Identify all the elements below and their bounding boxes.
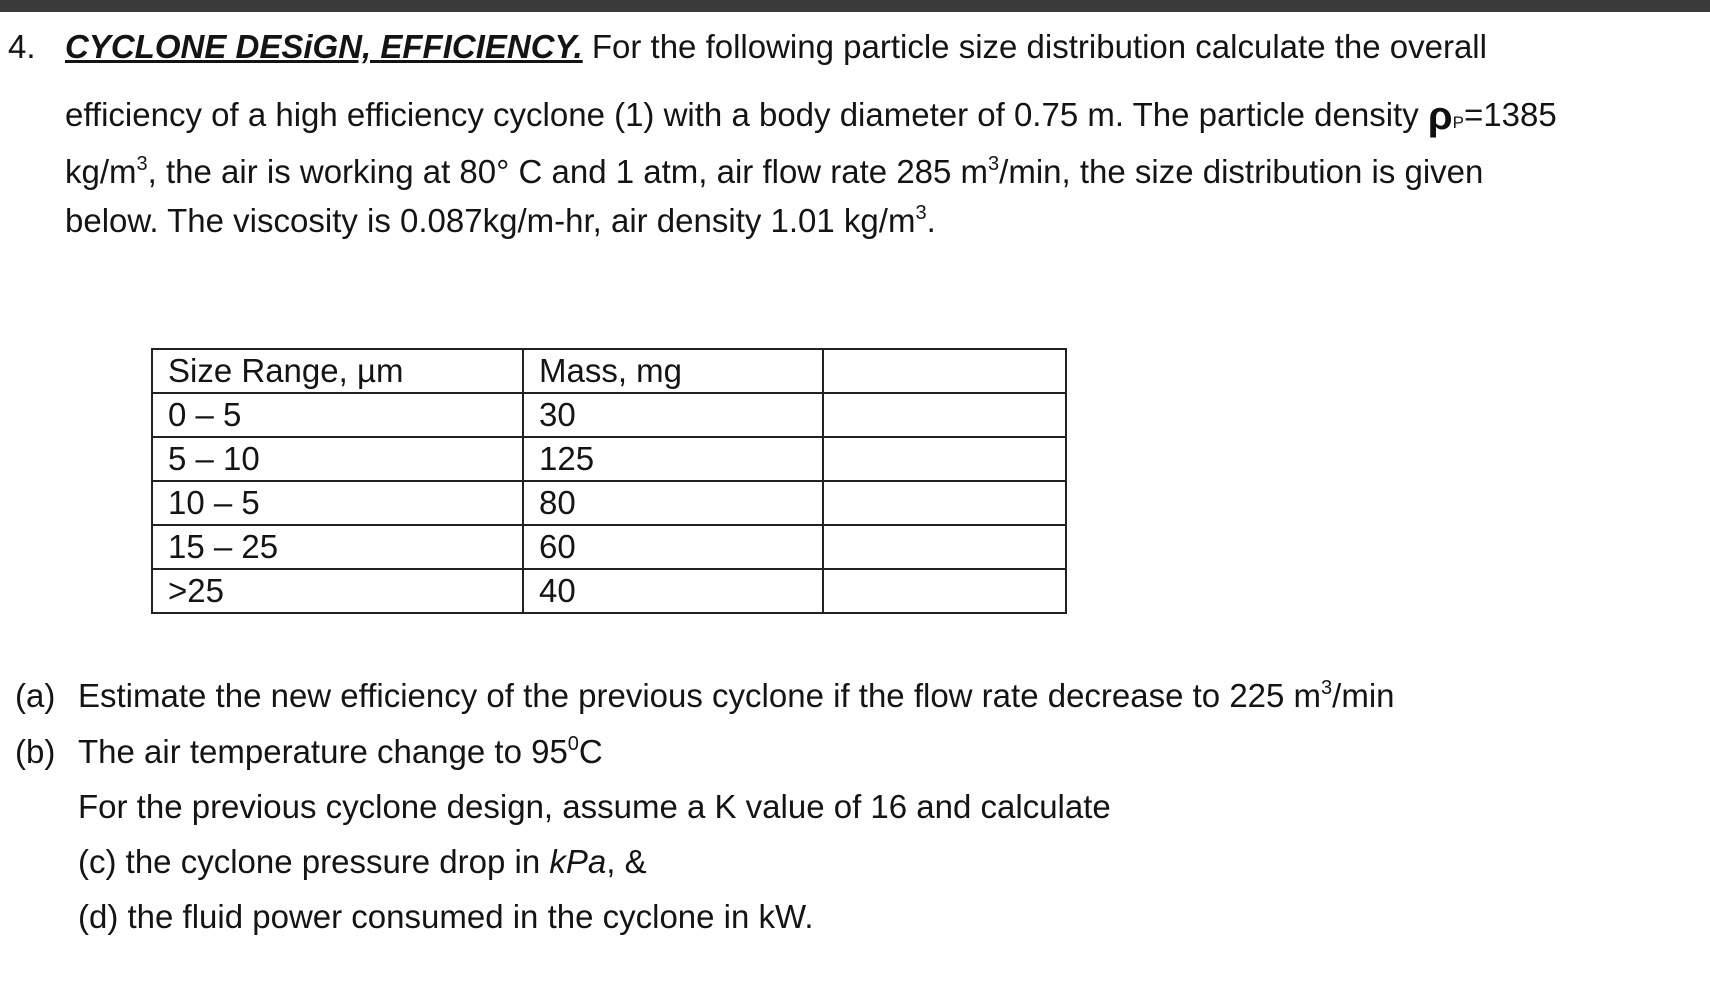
degree-superscript: 0: [567, 733, 579, 755]
question-line-3-end: /min, the size distribution is given: [999, 153, 1484, 190]
part-b-text: The air temperature change to 95: [78, 733, 568, 770]
cell-size: 15 – 25: [152, 525, 523, 569]
cell-mass: 30: [523, 393, 823, 437]
part-b: [15, 732, 603, 772]
cell-mass: 40: [523, 569, 823, 613]
question-line-1-text: For the following particle size distribution calculate the overall: [582, 28, 1487, 65]
part-d: (d) the fluid power consumed in the cyclone in kW.: [78, 898, 814, 935]
question-line-3: [65, 152, 1483, 192]
particle-density-value: =1385: [1463, 96, 1557, 133]
period: .: [926, 202, 936, 239]
cell-size: >25: [152, 569, 523, 613]
cell-empty: [823, 481, 1066, 525]
part-c-unit: kPa: [549, 843, 607, 880]
table-row: [152, 525, 1066, 569]
question-title: CYCLONE DESiGN, EFFICIENCY.: [65, 28, 583, 65]
superscript-3: 3: [915, 202, 927, 224]
question-line-2: [65, 95, 1557, 143]
part-a-text: Estimate the new efficiency of the previous cyclone if the flow rate decrease to 225 m: [78, 677, 1322, 714]
cell-empty: [823, 569, 1066, 613]
table-row: [152, 481, 1066, 525]
header-empty: [823, 349, 1066, 393]
superscript-3: 3: [136, 153, 148, 175]
cell-empty: [823, 525, 1066, 569]
table-row: [152, 569, 1066, 613]
table-header-row: [152, 349, 1066, 393]
top-bar: [0, 0, 1710, 12]
header-size-range: Size Range, µm: [152, 349, 523, 393]
header-mass: Mass, mg: [523, 349, 823, 393]
rho-subscript: P: [1452, 113, 1464, 132]
size-distribution-table: [151, 348, 1067, 614]
question-line-4-text: below. The viscosity is 0.087kg/m-hr, air density 1.01 kg/m: [65, 202, 916, 239]
table-row: [152, 393, 1066, 437]
part-b-unit: C: [578, 733, 603, 770]
question-line-1: [65, 27, 1487, 67]
cell-size: 5 – 10: [152, 437, 523, 481]
part-a-label: (a): [15, 677, 56, 714]
table-row: [152, 437, 1066, 481]
unit-kg-m: kg/m: [65, 153, 137, 190]
part-b-label: (b): [15, 733, 56, 770]
superscript-3: 3: [988, 153, 1000, 175]
part-a-unit: /min: [1332, 677, 1395, 714]
part-a: [15, 676, 1395, 716]
superscript-3: 3: [1321, 677, 1333, 699]
part-c: [78, 842, 647, 882]
cell-mass: 60: [523, 525, 823, 569]
cell-size: 10 – 5: [152, 481, 523, 525]
part-c-end: , &: [606, 843, 647, 880]
question-line-2-text: efficiency of a high efficiency cyclone (1) with a body diameter of 0.75 m. The particle density: [65, 96, 1428, 133]
question-number: 4.: [8, 28, 36, 65]
cell-empty: [823, 437, 1066, 481]
question-line-4: [65, 201, 936, 241]
part-c-text: (c) the cyclone pressure drop in: [78, 843, 550, 880]
rho-symbol: ρ: [1427, 94, 1453, 138]
cell-mass: 125: [523, 437, 823, 481]
cell-empty: [823, 393, 1066, 437]
question-line-3-text: , the air is working at 80° C and 1 atm, air flow rate 285 m: [147, 153, 989, 190]
cell-size: 0 – 5: [152, 393, 523, 437]
cell-mass: 80: [523, 481, 823, 525]
parts-intro: For the previous cyclone design, assume a K value of 16 and calculate: [78, 788, 1111, 825]
